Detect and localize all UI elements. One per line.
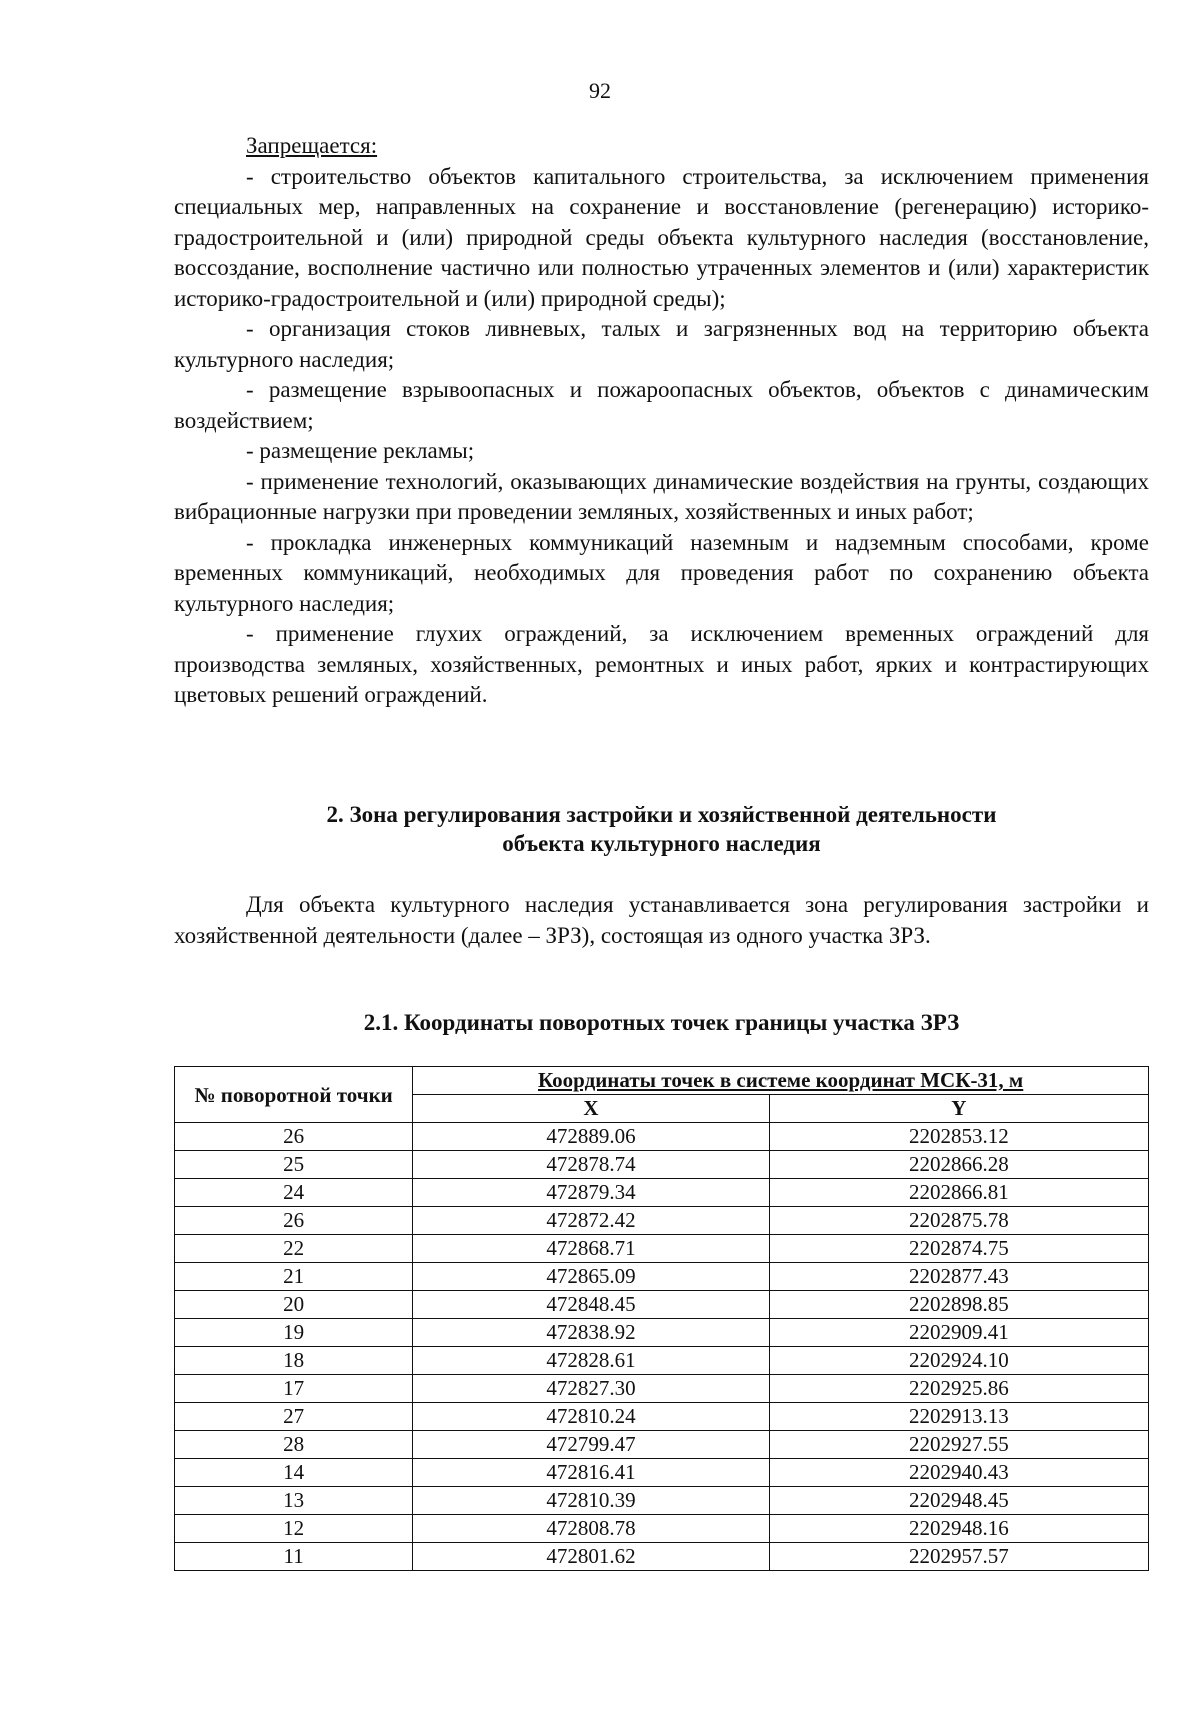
x-cell: 472838.92 bbox=[413, 1319, 769, 1347]
table-row bbox=[175, 1515, 1149, 1543]
section-heading bbox=[174, 800, 1149, 858]
header-coordinates bbox=[413, 1067, 1149, 1095]
x-cell: 472872.42 bbox=[413, 1207, 769, 1235]
prohibited-item: - строительство объектов капитального строительства, за исключением применения специальных мер, направленных на сохранение и восстановление (регенерацию) историко-градостроительной и (или) природной среды объекта культурного наследия (восстановление, воссоздание, восполнение частично или полностью утраченных элементов и (или) характеристик историко-градостроительной и (или) природной среды); bbox=[174, 163, 1149, 311]
header-x: X bbox=[413, 1095, 769, 1123]
prohibited-item: - размещение взрывоопасных и пожароопасных объектов, объектов с динамическим воздействием; bbox=[174, 377, 1149, 433]
table-row bbox=[175, 1403, 1149, 1431]
y-cell: 2202866.28 bbox=[769, 1151, 1148, 1179]
point-cell: 13 bbox=[175, 1487, 413, 1515]
point-cell: 25 bbox=[175, 1151, 413, 1179]
table-row bbox=[175, 1263, 1149, 1291]
point-cell: 24 bbox=[175, 1179, 413, 1207]
y-cell: 2202924.10 bbox=[769, 1347, 1148, 1375]
y-cell: 2202898.85 bbox=[769, 1291, 1148, 1319]
table-row bbox=[175, 1235, 1149, 1263]
point-cell: 17 bbox=[175, 1375, 413, 1403]
table-row bbox=[175, 1291, 1149, 1319]
y-cell: 2202925.86 bbox=[769, 1375, 1148, 1403]
header-coordinates-label: Координаты точек в системе координат МСК-31, м bbox=[537, 1068, 1024, 1092]
y-cell: 2202940.43 bbox=[769, 1459, 1148, 1487]
prohibited-item: - применение технологий, оказывающих динамические воздействия на грунты, создающих вибрационные нагрузки при проведении земляных, хозяйственных и иных работ; bbox=[174, 468, 1149, 524]
table-row bbox=[175, 1459, 1149, 1487]
x-cell: 472810.24 bbox=[413, 1403, 769, 1431]
x-cell: 472868.71 bbox=[413, 1235, 769, 1263]
y-cell: 2202948.45 bbox=[769, 1487, 1148, 1515]
point-cell: 21 bbox=[175, 1263, 413, 1291]
point-cell: 26 bbox=[175, 1207, 413, 1235]
x-cell: 472828.61 bbox=[413, 1347, 769, 1375]
prohibited-item: - размещение рекламы; bbox=[246, 438, 475, 463]
table-row bbox=[175, 1319, 1149, 1347]
x-cell: 472810.39 bbox=[413, 1487, 769, 1515]
table-title: 2.1. Координаты поворотных точек границы участка ЗРЗ bbox=[363, 1010, 960, 1035]
x-cell: 472878.74 bbox=[413, 1151, 769, 1179]
point-cell: 20 bbox=[175, 1291, 413, 1319]
table-row bbox=[175, 1347, 1149, 1375]
prohibited-item: - организация стоков ливневых, талых и загрязненных вод на территорию объекта культурного наследия; bbox=[174, 316, 1149, 372]
prohibited-item: - прокладка инженерных коммуникаций наземным и надземным способами, кроме временных коммуникаций, необходимых для проведения работ по сохранению объекта культурного наследия; bbox=[174, 529, 1149, 616]
y-cell: 2202927.55 bbox=[769, 1431, 1148, 1459]
point-cell: 19 bbox=[175, 1319, 413, 1347]
table-row bbox=[175, 1375, 1149, 1403]
point-cell: 11 bbox=[175, 1543, 413, 1571]
x-cell: 472799.47 bbox=[413, 1431, 769, 1459]
x-cell: 472808.78 bbox=[413, 1515, 769, 1543]
coordinates-table bbox=[174, 1066, 1149, 1571]
point-cell: 27 bbox=[175, 1403, 413, 1431]
header-y: Y bbox=[769, 1095, 1148, 1123]
table-row bbox=[175, 1487, 1149, 1515]
point-cell: 14 bbox=[175, 1459, 413, 1487]
table-row bbox=[175, 1123, 1149, 1151]
point-cell: 18 bbox=[175, 1347, 413, 1375]
header-point-number: № поворотной точки bbox=[175, 1067, 413, 1123]
y-cell: 2202957.57 bbox=[769, 1543, 1148, 1571]
point-cell: 26 bbox=[175, 1123, 413, 1151]
section-heading-line2: объекта культурного наследия bbox=[502, 831, 821, 856]
section-intro: Для объекта культурного наследия устанавливается зона регулирования застройки и хозяйственной деятельности (далее – ЗРЗ), состоящая из одного участка ЗРЗ. bbox=[174, 892, 1149, 948]
x-cell: 472879.34 bbox=[413, 1179, 769, 1207]
table-row bbox=[175, 1179, 1149, 1207]
table-row bbox=[175, 1543, 1149, 1571]
prohibited-section bbox=[174, 131, 1149, 711]
x-cell: 472865.09 bbox=[413, 1263, 769, 1291]
y-cell: 2202853.12 bbox=[769, 1123, 1148, 1151]
y-cell: 2202877.43 bbox=[769, 1263, 1148, 1291]
y-cell: 2202875.78 bbox=[769, 1207, 1148, 1235]
table-row bbox=[175, 1431, 1149, 1459]
prohibited-heading: Запрещается: bbox=[246, 133, 378, 158]
table-header-row bbox=[175, 1067, 1149, 1095]
point-cell: 12 bbox=[175, 1515, 413, 1543]
y-cell: 2202913.13 bbox=[769, 1403, 1148, 1431]
y-cell: 2202948.16 bbox=[769, 1515, 1148, 1543]
y-cell: 2202874.75 bbox=[769, 1235, 1148, 1263]
y-cell: 2202866.81 bbox=[769, 1179, 1148, 1207]
point-cell: 22 bbox=[175, 1235, 413, 1263]
x-cell: 472889.06 bbox=[413, 1123, 769, 1151]
table-body bbox=[175, 1123, 1149, 1571]
y-cell: 2202909.41 bbox=[769, 1319, 1148, 1347]
x-cell: 472827.30 bbox=[413, 1375, 769, 1403]
page-number: 92 bbox=[589, 78, 611, 103]
x-cell: 472816.41 bbox=[413, 1459, 769, 1487]
table-row bbox=[175, 1207, 1149, 1235]
section-heading-line1: 2. Зона регулирования застройки и хозяйственной деятельности bbox=[326, 802, 997, 827]
x-cell: 472801.62 bbox=[413, 1543, 769, 1571]
x-cell: 472848.45 bbox=[413, 1291, 769, 1319]
point-cell: 28 bbox=[175, 1431, 413, 1459]
prohibited-item: - применение глухих ограждений, за исключением временных ограждений для производства земляных, хозяйственных, ремонтных и иных работ, ярких и контрастирующих цветовых решений ограждений. bbox=[174, 621, 1149, 707]
table-row bbox=[175, 1151, 1149, 1179]
